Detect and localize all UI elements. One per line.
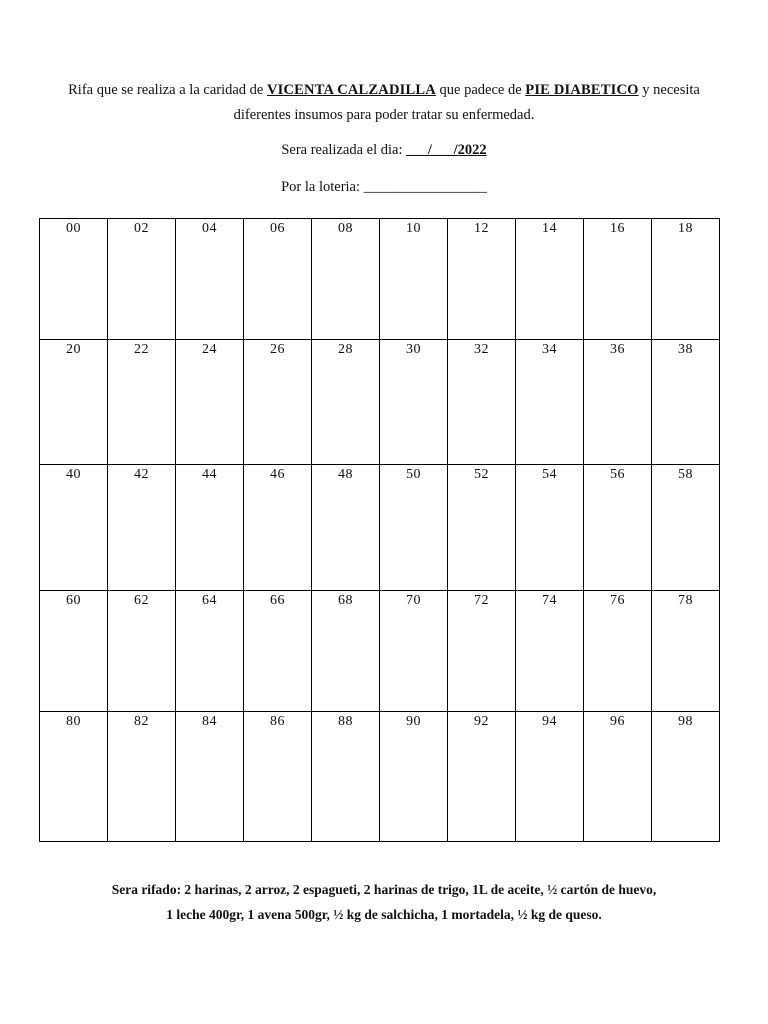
raffle-number-cell: 36 (584, 340, 652, 465)
lottery-label: Por la loteria: (281, 179, 364, 195)
raffle-number-cell: 20 (40, 340, 108, 465)
raffle-number-cell: 78 (652, 591, 720, 712)
date-year: 2022 (457, 142, 487, 158)
raffle-number-cell: 40 (40, 465, 108, 591)
raffle-number-cell: 50 (380, 465, 448, 591)
raffle-number-cell: 72 (448, 591, 516, 712)
raffle-number-cell: 32 (448, 340, 516, 465)
grid-row (40, 465, 720, 591)
raffle-number-cell: 00 (40, 219, 108, 340)
raffle-number-cell: 90 (380, 712, 448, 842)
raffle-number-cell: 70 (380, 591, 448, 712)
raffle-number-cell: 84 (176, 712, 244, 842)
raffle-number-cell: 38 (652, 340, 720, 465)
raffle-number-cell: 82 (108, 712, 176, 842)
raffle-number-cell: 04 (176, 219, 244, 340)
raffle-number-cell: 26 (244, 340, 312, 465)
raffle-number-cell: 48 (312, 465, 380, 591)
lottery-line (0, 179, 768, 196)
raffle-number-cell: 80 (40, 712, 108, 842)
grid-row (40, 219, 720, 340)
date-label: Sera realizada el dia: (281, 142, 407, 158)
raffle-number-cell: 30 (380, 340, 448, 465)
date-blanks: ___/___/ (406, 142, 458, 158)
grid-row (40, 712, 720, 842)
prize-list (40, 877, 728, 927)
raffle-number-cell: 74 (516, 591, 584, 712)
raffle-number-cell: 06 (244, 219, 312, 340)
raffle-number-cell: 94 (516, 712, 584, 842)
raffle-number-cell: 46 (244, 465, 312, 591)
raffle-number-cell: 28 (312, 340, 380, 465)
prize-line-1: Sera rifado: 2 harinas, 2 arroz, 2 espagueti, 2 harinas de trigo, 1L de aceite, ½ cartón de huevo, (111, 882, 657, 897)
raffle-number-cell: 64 (176, 591, 244, 712)
raffle-number-cell: 34 (516, 340, 584, 465)
raffle-number-cell: 14 (516, 219, 584, 340)
raffle-number-cell: 22 (108, 340, 176, 465)
condition-name: PIE DIABETICO (525, 82, 639, 98)
intro-text-3: y necesita diferentes insumos para poder tratar su enfermedad. (233, 82, 700, 123)
lottery-blank: _________________ (363, 179, 487, 195)
raffle-number-cell: 10 (380, 219, 448, 340)
raffle-number-cell: 56 (584, 465, 652, 591)
raffle-number-cell: 66 (244, 591, 312, 712)
raffle-number-cell: 92 (448, 712, 516, 842)
grid-row (40, 591, 720, 712)
raffle-number-cell: 88 (312, 712, 380, 842)
raffle-number-cell: 58 (652, 465, 720, 591)
raffle-number-cell: 02 (108, 219, 176, 340)
raffle-number-grid (39, 218, 720, 842)
raffle-number-cell: 16 (584, 219, 652, 340)
raffle-number-cell: 76 (584, 591, 652, 712)
intro-text-2: que padece de (435, 82, 526, 98)
raffle-date-line (0, 142, 768, 159)
prize-line-2: 1 leche 400gr, 1 avena 500gr, ½ kg de salchicha, 1 mortadela, ½ kg de queso. (166, 907, 602, 922)
raffle-number-cell: 98 (652, 712, 720, 842)
raffle-number-cell: 86 (244, 712, 312, 842)
raffle-number-cell: 96 (584, 712, 652, 842)
raffle-number-cell: 60 (40, 591, 108, 712)
beneficiary-name: VICENTA CALZADILLA (266, 82, 436, 98)
raffle-number-cell: 42 (108, 465, 176, 591)
raffle-number-cell: 24 (176, 340, 244, 465)
raffle-number-cell: 44 (176, 465, 244, 591)
raffle-number-cell: 18 (652, 219, 720, 340)
raffle-number-cell: 68 (312, 591, 380, 712)
raffle-intro (40, 78, 728, 128)
raffle-number-cell: 62 (108, 591, 176, 712)
grid-row (40, 340, 720, 465)
raffle-number-cell: 52 (448, 465, 516, 591)
raffle-number-cell: 54 (516, 465, 584, 591)
raffle-number-cell: 12 (448, 219, 516, 340)
intro-text-1: Rifa que se realiza a la caridad de (68, 82, 267, 98)
raffle-number-cell: 08 (312, 219, 380, 340)
